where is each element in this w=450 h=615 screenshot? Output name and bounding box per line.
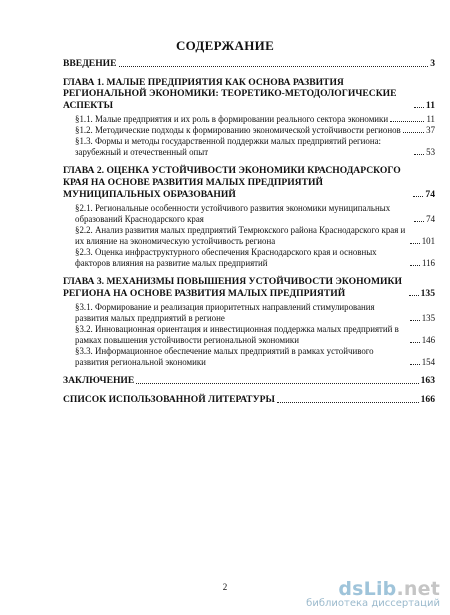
toc-section-3-1[interactable] — [63, 302, 435, 324]
toc-page-number: 3 — [430, 58, 435, 69]
toc-section-text: §2.1. Региональные особенности устойчивого развития экономики муниципальных образований Краснодарского края — [75, 203, 391, 225]
toc-section-text: §1.1. Малые предприятия и их роль в формировании реального сектора экономики — [75, 114, 389, 125]
dot-leader — [410, 342, 420, 343]
toc-section-text: §3.2. Инновационная ориентация и инвестиционная поддержка малых предприятий в рамках повышения устойчивости региональной экономики — [75, 324, 399, 346]
toc-page-number: 37 — [426, 125, 435, 136]
dot-leader — [403, 132, 424, 133]
dot-leader — [410, 265, 420, 266]
toc-section-3-2[interactable] — [63, 324, 435, 346]
toc-page-number: 74 — [426, 214, 435, 225]
toc-section-2-2[interactable] — [63, 225, 435, 247]
table-of-contents — [63, 58, 435, 406]
toc-section-text: §2.2. Анализ развития малых предприятий Темрюкского района Краснодарского края и их влияние на экономическую устойчивость региона — [75, 225, 406, 247]
toc-page-number: 116 — [422, 258, 435, 269]
toc-page-number: 146 — [421, 335, 435, 346]
toc-section-2-1[interactable] — [63, 203, 435, 225]
logo-text-main: dsLib — [338, 578, 397, 600]
toc-section-1-2[interactable] — [63, 125, 435, 136]
dslib-logo — [306, 578, 440, 600]
dot-leader — [414, 221, 424, 222]
toc-entry-text: ЗАКЛЮЧЕНИЕ — [63, 375, 135, 387]
toc-page-number: 154 — [421, 357, 435, 368]
toc-section-text: §3.3. Информационное обеспечение малых предприятий в рамках устойчивого развития региональной экономики — [75, 346, 374, 368]
dot-leader — [409, 295, 419, 296]
toc-page-number: 53 — [426, 147, 435, 158]
toc-page-number: 135 — [420, 287, 435, 299]
toc-page-number: 11 — [426, 114, 435, 125]
dot-leader — [410, 243, 420, 244]
toc-chapter-title: ГЛАВА 2. ОЦЕНКА УСТОЙЧИВОСТИ ЭКОНОМИКИ КРАСНОДАРСКОГО КРАЯ НА ОСНОВЕ РАЗВИТИЯ МАЛЫХ ПРЕДПРИЯТИЙ МУНИЦИПАЛЬНЫХ ОБРАЗОВАНИЙ — [63, 165, 401, 200]
toc-chapter-title: ГЛАВА 3. МЕХАНИЗМЫ ПОВЫШЕНИЯ УСТОЙЧИВОСТИ ЭКОНОМИКИ РЕГИОНА НА ОСНОВЕ РАЗВИТИЯ МАЛЫХ ПРЕДПРИЯТИЙ — [63, 276, 402, 299]
toc-page-number: 11 — [425, 99, 435, 111]
dot-leader — [136, 383, 418, 384]
toc-chapter-2[interactable] — [63, 165, 435, 200]
toc-title: СОДЕРЖАНИЕ — [175, 38, 275, 53]
toc-page-number: 101 — [421, 236, 435, 247]
logo-text-domain: .net — [396, 578, 440, 600]
toc-section-text: §1.2. Методические подходы к формированию экономической устойчивости регионов — [75, 125, 401, 136]
dot-leader — [414, 107, 424, 108]
toc-page-number: 74 — [425, 188, 435, 200]
dot-leader — [414, 154, 424, 155]
toc-section-1-3[interactable] — [63, 136, 435, 158]
toc-entry-text: СПИСОК ИСПОЛЬЗОВАННОЙ ЛИТЕРАТУРЫ — [63, 393, 275, 405]
toc-entry-conclusion[interactable] — [63, 375, 435, 387]
dot-leader — [413, 196, 423, 197]
dot-leader — [119, 66, 429, 67]
toc-section-text: §2.3. Оценка инфраструктурного обеспечения Краснодарского края и основных факторов влияния на развитие малых предприятий — [75, 247, 377, 269]
toc-section-3-3[interactable] — [63, 346, 435, 368]
dot-leader — [390, 121, 424, 122]
watermark-tagline: библиотека диссертаций — [306, 598, 440, 609]
toc-entry-bibliography[interactable] — [63, 394, 435, 406]
toc-section-text: §1.3. Формы и методы государственной поддержки малых предприятий региона: зарубежный и отечественный опыт — [75, 136, 382, 158]
toc-chapter-1[interactable] — [63, 77, 435, 112]
dot-leader — [277, 402, 419, 403]
toc-chapter-3[interactable] — [63, 276, 435, 299]
toc-section-1-1[interactable] — [63, 114, 435, 125]
dot-leader — [410, 320, 420, 321]
toc-section-text: §3.1. Формирование и реализация приоритетных направлений стимулирования развития малых предприятий в регионе — [75, 302, 375, 324]
dot-leader — [410, 364, 420, 365]
site-watermark[interactable] — [306, 578, 440, 609]
toc-page-number: 166 — [420, 393, 435, 405]
toc-section-2-3[interactable] — [63, 247, 435, 269]
toc-page-number: 163 — [420, 375, 435, 387]
toc-entry-text: ВВЕДЕНИЕ — [63, 58, 117, 69]
toc-chapter-title: ГЛАВА 1. МАЛЫЕ ПРЕДПРИЯТИЯ КАК ОСНОВА РАЗВИТИЯ РЕГИОНАЛЬНОЙ ЭКОНОМИКИ: ТЕОРЕТИКО-МЕТОДОЛОГИЧЕСКИЕ АСПЕКТЫ — [63, 76, 397, 111]
page-number: 2 — [222, 582, 228, 592]
toc-entry-intro[interactable] — [63, 58, 435, 70]
toc-page-number: 135 — [421, 313, 435, 324]
